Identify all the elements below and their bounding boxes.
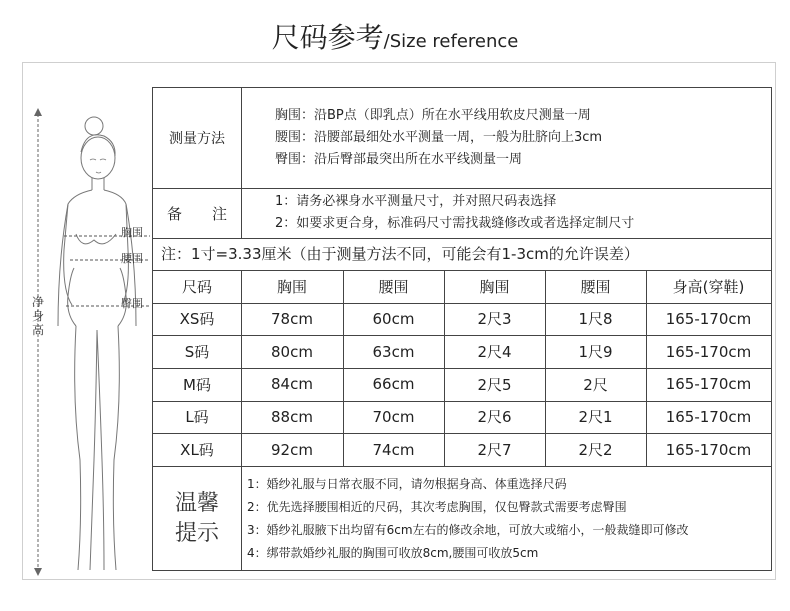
size-table-cell: 165-170cm [665, 407, 752, 426]
unit-note: 注：1寸=3.33厘米（由于测量方法不同，可能会有1-3cm的允许误差） [161, 245, 639, 263]
size-table-cell: 1尺8 [578, 310, 613, 329]
size-table-cell: 165-170cm [665, 342, 752, 361]
tips-lines [247, 466, 769, 571]
size-table-cell: XS码 [179, 310, 215, 329]
tip-line: 2：优先选择腰围相近的尺码，其次考虑胸围，仅包臀款式需要考虑臀围 [247, 499, 627, 514]
waist-label: 腰围 [121, 252, 143, 265]
bust-label: 胸围 [121, 226, 143, 239]
size-table-cell: S码 [184, 343, 210, 362]
remark-label-a: 备 [166, 204, 182, 223]
size-table-cell: 2尺3 [477, 310, 512, 329]
size-table-cell: 74cm [372, 440, 415, 459]
size-table-cell: L码 [185, 408, 209, 427]
tips-label-1: 温馨 [174, 490, 219, 516]
size-table-cell: 165-170cm [665, 440, 752, 459]
size-table-cell: 2尺7 [477, 441, 512, 460]
size-table-cell: 165-170cm [665, 375, 752, 394]
size-table-cell: 63cm [372, 342, 415, 361]
height-label: 净身高 [32, 295, 45, 337]
size-table-cell: M码 [183, 375, 211, 394]
tip-line: 3：婚纱礼服腋下出均留有6cm左右的修改余地，可放大或缩小，一般裁缝即可修改 [247, 522, 689, 537]
title-sep: / [383, 31, 390, 52]
remark-label [153, 188, 241, 238]
remark-line: 2：如要求更合身，标准码尺寸需找裁缝修改或者选择定制尺寸 [275, 216, 635, 231]
measure-line: 胸围：沿BP点（即乳点）所在水平线用软皮尺测量一周 [275, 108, 591, 123]
size-table-cell: 2尺1 [578, 408, 613, 427]
remark-line: 1：请务必裸身水平测量尺寸，并对照尺码表选择 [275, 194, 557, 209]
tips-label [153, 466, 241, 571]
size-chart-table [152, 87, 772, 571]
size-table-cell: 88cm [271, 407, 313, 426]
size-table-cell: 2尺6 [477, 408, 512, 427]
measure-line: 臀围：沿后臀部最突出所在水平线测量一周 [275, 152, 523, 167]
size-table-cell: 2尺4 [477, 343, 512, 362]
size-table-header-cell: 身高(穿鞋) [672, 277, 745, 296]
measure-method-lines [275, 88, 765, 188]
size-table-cell: XL码 [180, 441, 214, 460]
size-table-cell: 165-170cm [665, 309, 752, 328]
hip-label: 臀围 [121, 297, 143, 310]
size-table-header-cell: 尺码 [181, 277, 212, 296]
size-table-header-cell: 胸围 [479, 277, 510, 296]
title-zh: 尺码参考 [271, 21, 384, 54]
tip-line: 1：婚纱礼服与日常衣服不同，请勿根据身高、体重选择尺码 [247, 476, 567, 491]
tips-label-2: 提示 [174, 520, 219, 546]
size-table-cell: 70cm [372, 407, 415, 426]
measure-method-label: 测量方法 [169, 131, 225, 147]
size-table-header-cell: 腰围 [378, 277, 409, 296]
body-figure-illustration [24, 100, 152, 580]
remark-label-b: 注 [212, 204, 228, 223]
page-title [0, 16, 790, 56]
size-table-cell: 60cm [372, 309, 415, 328]
size-table-cell: 2尺5 [477, 375, 512, 394]
size-table-cell: 66cm [372, 375, 415, 394]
size-table-cell: 2尺2 [578, 441, 613, 460]
size-table-cell: 92cm [271, 440, 313, 459]
size-table-cell: 80cm [271, 342, 313, 361]
size-table-cell: 1尺9 [578, 343, 613, 362]
measure-line: 腰围：沿腰部最细处水平测量一周，一般为肚脐向上3cm [275, 130, 603, 145]
size-table-cell: 2尺 [583, 375, 608, 394]
size-table-cell: 78cm [271, 309, 313, 328]
remark-lines [275, 188, 765, 238]
size-table-header-cell: 胸围 [276, 277, 307, 296]
tip-line: 4：绑带款婚纱礼服的胸围可收放8cm,腰围可收放5cm [247, 545, 539, 560]
size-table-cell: 84cm [271, 375, 313, 394]
title-en: Size reference [389, 31, 519, 52]
size-table-header-cell: 腰围 [580, 277, 611, 296]
